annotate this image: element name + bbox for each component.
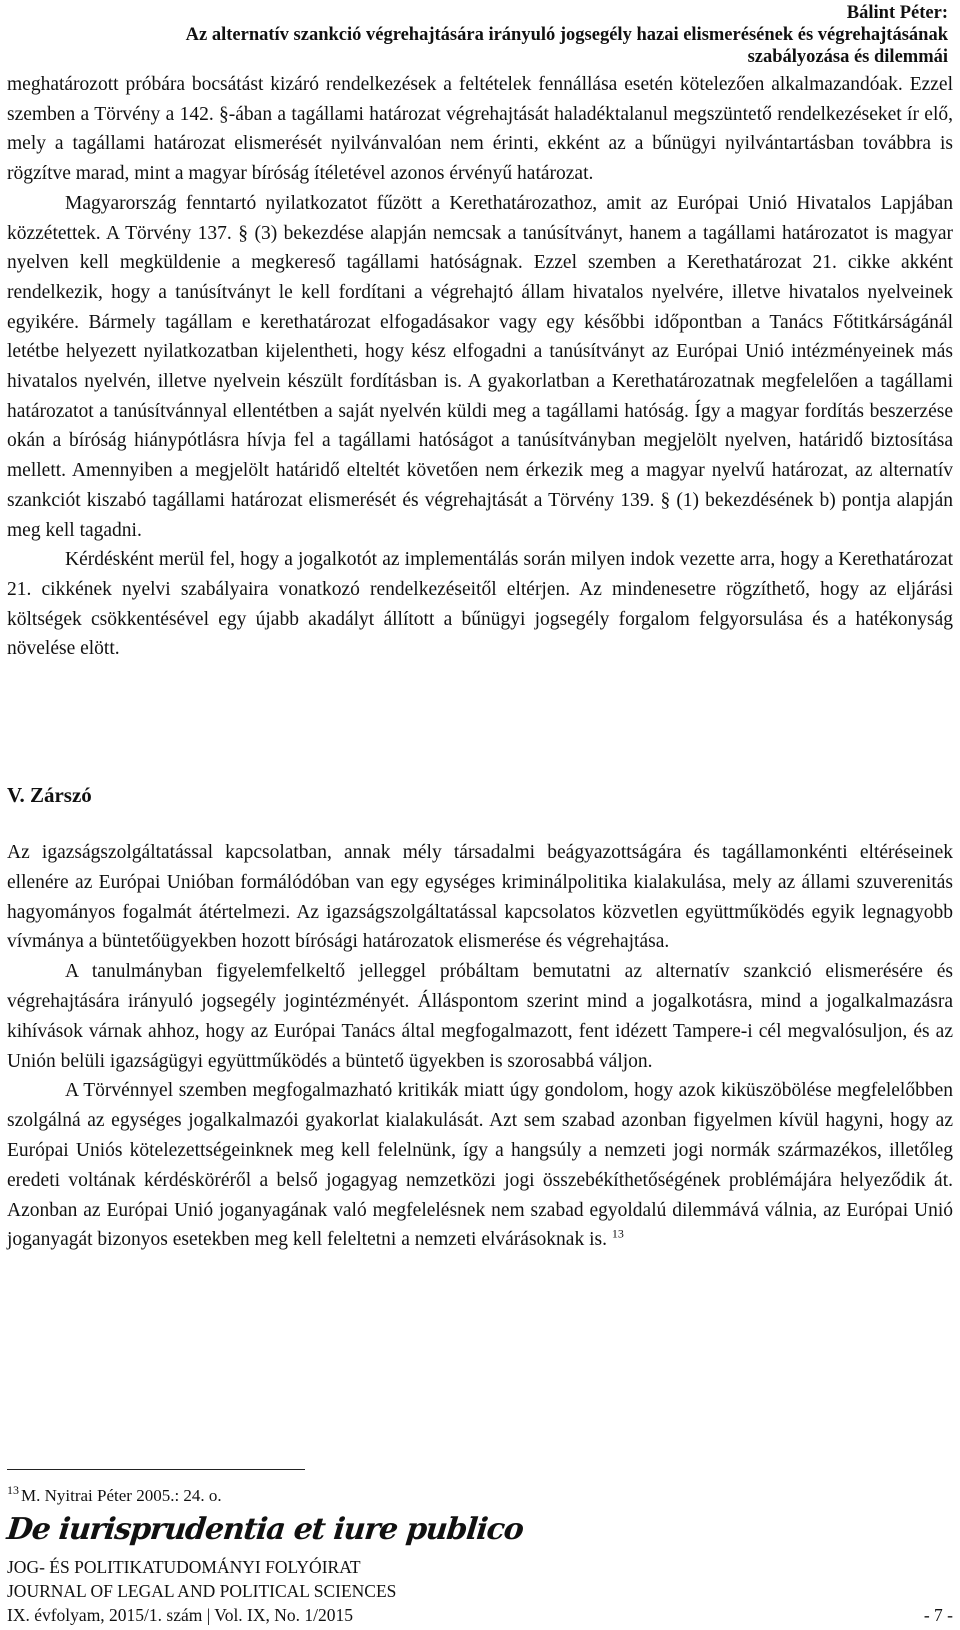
body-paragraph-3: Kérdésként merül fel, hogy a jogalkotót az implementálás során milyen indok vezette arra, hogy a Kerethatározat 21. cikkének nyelvi szabályaira vonatkozó rendelkezéseitől eltérjen. Az mindenesetre rögzíthető, hogy az eljárási költségek csökkentésével egy újabb akadályt állított a bűnügyi jogsegély forgalom felgyorsulása és a hatékonyság növelése elött.	[7, 549, 953, 660]
footer-last-row	[7, 1603, 953, 1627]
footnote	[7, 1483, 222, 1506]
header-title-line2: szabályozása és dilemmái	[747, 47, 948, 67]
journal-logo: De iurisprudentia et iure publico	[5, 1512, 525, 1547]
closing-paragraph-1: Az igazságszolgáltatással kapcsolatban, annak mély társadalmi beágyazottságára és tagállamonkénti eltéréseinek ellenére az Európai Unióban formálódóban van egy egységes kriminálpolitika kialakulása, mely az állami szuverenitás hagyományos fogalmát átértelmezi. Az igazságszolgáltatással kapcsolatos közvetlen együttműködés egyik legnagyobb vívmánya a büntetőügyekben hozott bírósági határozatok elismerése és végrehajtása.	[7, 842, 953, 953]
body-paragraph-1: meghatározott próbára bocsátást kizáró rendelkezések a feltételek fennállása esetén kötelezően alkalmazandóak. Ezzel szemben a Törvény a 142. §-ában a tagállami határozat végrehajtását haladéktalanul megszüntető rendelkezéseket ír elő, mely a tagállami határozat elismerését nyilvánvalóan nem érinti, ekként az a bűnügyi nyilvántartásban továbbra is rögzítve marad, mint a magyar bíróság ítéletével azonos érvényű határozat.	[7, 74, 953, 185]
footer-volume-info: IX. évfolyam, 2015/1. szám | Vol. IX, No. 1/2015	[7, 1605, 354, 1625]
page-footer	[7, 1555, 953, 1627]
footnote-text: M. Nyitrai Péter 2005.: 24. o.	[21, 1486, 222, 1505]
section-heading: V. Zárszó	[7, 783, 92, 807]
header-author: Bálint Péter:	[846, 3, 948, 23]
body-text	[7, 70, 953, 664]
running-header	[18, 2, 948, 68]
page-number: - 7 -	[923, 1605, 953, 1625]
closing-paragraph-2: A tanulmányban figyelemfelkeltő jelleggel próbáltam bemutatni az alternatív szankció elismerésére és végrehajtására irányuló jogsegély jogintézményét. Álláspontom szerint mind a jogalkotásra, mind a jogalkalmazásra kihívások várnak ahhoz, hogy az Európai Tanács által megfogalmazott, fent idézett Tampere-i cél megvalósuljon, és az Unión belüli igazságügyi együttműködés a büntető ügyekben is szorosabbá váljon.	[7, 961, 953, 1072]
footnote-reference[interactable]: 13	[611, 1226, 624, 1241]
closing-text	[7, 838, 953, 1255]
footnote-number: 13	[7, 1483, 19, 1498]
footer-line-2: JOURNAL OF LEGAL AND POLITICAL SCIENCES	[7, 1581, 397, 1601]
footer-line-1: JOG- ÉS POLITIKATUDOMÁNYI FOLYÓIRAT	[7, 1557, 361, 1577]
header-title-line1: Az alternatív szankció végrehajtására irányuló jogsegély hazai elismerésének és végrehajtásának	[185, 25, 948, 45]
footnote-divider	[7, 1469, 305, 1470]
body-paragraph-2: Magyarország fenntartó nyilatkozatot fűzött a Kerethatározathoz, amit az Európai Unió Hivatalos Lapjában közzétettek. A Törvény 137. § (3) bekezdése alapján nemcsak a tanúsítványt, hanem a tagállami határozatot is magyar nyelven kell megküldenie a megkereső tagállami hatóságnak. Ezzel szemben a Kerethatározat 21. cikke akként rendelkezik, hogy a tanúsítványt le kell fordítani a végrehajtó állam hivatalos nyelvére, illetve hivatalos nyelveinek egyikére. Bármely tagállam e kerethatározat elfogadásakor vagy egy későbbi időpontban a Tanács Főtitkárságánál letétbe helyezett nyilatkozatban kijelentheti, hogy kész elfogadni a tanúsítványt az Európai Unió intézményeinek más hivatalos nyelvén, illetve nyelvein készült fordításban is. A gyakorlatban a Kerethatározatnak megfelelően a tagállami határozatot a tanúsítvánnyal ellentétben a saját nyelvén küldi meg a tagállami hatóság. Így a magyar fordítás beszerzése okán a bíróság hiánypótlásra hívja fel a tagállami hatóságot a tanúsítványban megjelölt nyelven, határidő biztosítása mellett. Amennyiben a megjelölt határidő elteltét követően nem érkezik meg a magyar nyelvű határozat, az alternatív szankciót kiszabó tagállami határozat elismerését és végrehajtását a Törvény 139. § (1) bekezdésének b) pontja alapján meg kell tagadni.	[7, 192, 953, 541]
closing-paragraph-3-text: A Törvénnyel szemben megfogalmazható kritikák miatt úgy gondolom, hogy azok kiküszöbölése megfelelőbben szolgálná az egységes jogalkalmazói gyakorlat kialakulását. Azt sem szabad azonban figyelmen kívül hagyni, hogy az Európai Uniós kötelezettségeinknek meg kell felelnünk, így a hangsúly a nemzeti jogi normák származékos, illetőleg eredeti voltának kérdésköréről a belső jogagyag nemzetközi jogi összebékíthetőségének problémájára helyeződik át. Azonban az Európai Unió joganyagának való megfelelésnek nem szabad egyoldalú dilemmává válnia, az Európai Unió joganyagát bizonyos esetekben meg kell feleltetni a nemzeti elvárásoknak is.	[7, 1080, 953, 1251]
closing-paragraph-3	[7, 1076, 953, 1255]
